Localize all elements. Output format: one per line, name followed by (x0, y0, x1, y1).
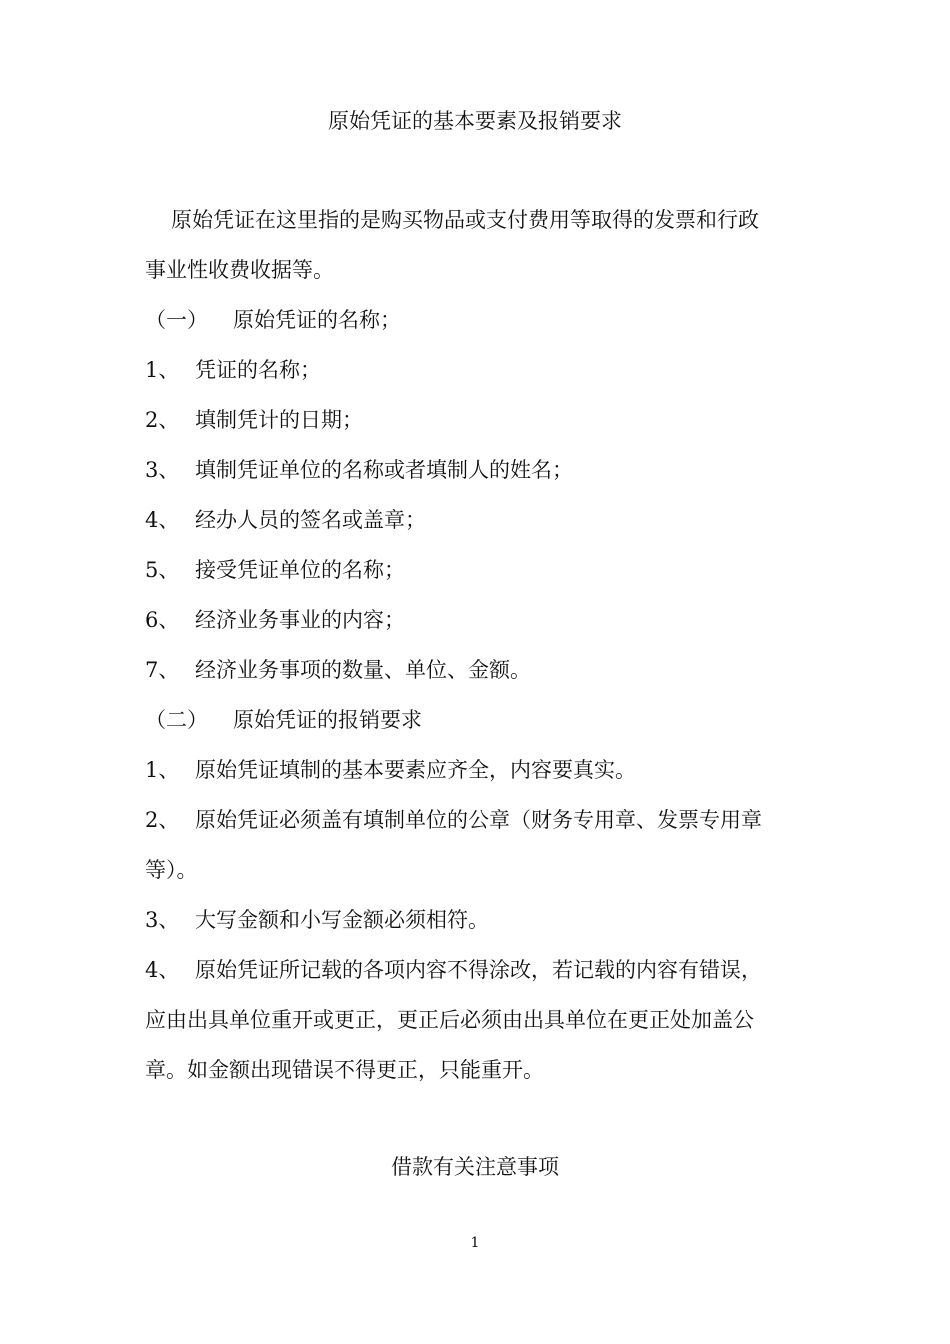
list-item-text: 凭证的名称； (195, 358, 321, 382)
list-item (145, 405, 363, 435)
next-section-title: 借款有关注意事项 (391, 1155, 559, 1179)
list-item (145, 355, 321, 385)
list-item (145, 905, 489, 935)
intro-paragraph-line-2: 事业性收费收据等。 (145, 258, 334, 282)
list-item-text: 填制凭证单位的名称或者填制人的姓名； (195, 458, 573, 482)
document-title: 原始凭证的基本要素及报销要求 (328, 109, 622, 133)
list-item-number: 5、 (145, 558, 180, 582)
list-item-number: 4、 (145, 958, 180, 982)
page-number: 1 (470, 1235, 480, 1251)
list-item-text: 经济业务事项的数量、单位、金额。 (195, 658, 531, 682)
list-item (145, 955, 762, 985)
section-2-number: （二） (145, 708, 208, 732)
list-item-number: 7、 (145, 658, 180, 682)
list-item-text: 原始凭证必须盖有填制单位的公章（财务专用章、发票专用章 (195, 808, 762, 832)
list-item (145, 505, 426, 535)
list-item (145, 655, 531, 685)
section-2-heading (145, 705, 422, 735)
list-item-continuation: 等）。 (145, 858, 198, 882)
section-1-number: （一） (145, 308, 208, 332)
list-item-text: 大写金额和小写金额必须相符。 (195, 908, 489, 932)
list-item (145, 805, 762, 835)
list-item-continuation: 应由出具单位重开或更正，更正后必须由出具单位在更正处加盖公 (145, 1008, 754, 1032)
list-item-text: 经办人员的签名或盖章； (195, 508, 426, 532)
list-item-number: 2、 (145, 408, 180, 432)
list-item-number: 6、 (145, 608, 180, 632)
list-item-text: 原始凭证填制的基本要素应齐全，内容要真实。 (195, 758, 636, 782)
list-item (145, 455, 573, 485)
list-item-continuation: 章。如金额出现错误不得更正，只能重开。 (145, 1058, 544, 1082)
section-2-heading-text: 原始凭证的报销要求 (233, 708, 422, 732)
section-1-heading (145, 305, 401, 335)
list-item-number: 3、 (145, 458, 180, 482)
list-item-number: 1、 (145, 358, 180, 382)
list-item (145, 755, 636, 785)
intro-paragraph-line-1: 原始凭证在这里指的是购买物品或支付费用等取得的发票和行政 (171, 208, 759, 232)
list-item-number: 2、 (145, 808, 180, 832)
list-item-text: 原始凭证所记载的各项内容不得涂改，若记载的内容有错误， (195, 958, 762, 982)
list-item-text: 接受凭证单位的名称； (195, 558, 405, 582)
list-item-number: 4、 (145, 508, 180, 532)
list-item (145, 555, 405, 585)
list-item-text: 填制凭计的日期； (195, 408, 363, 432)
list-item-text: 经济业务事业的内容； (195, 608, 405, 632)
list-item (145, 605, 405, 635)
list-item-number: 3、 (145, 908, 180, 932)
section-1-heading-text: 原始凭证的名称； (233, 308, 401, 332)
list-item-number: 1、 (145, 758, 180, 782)
